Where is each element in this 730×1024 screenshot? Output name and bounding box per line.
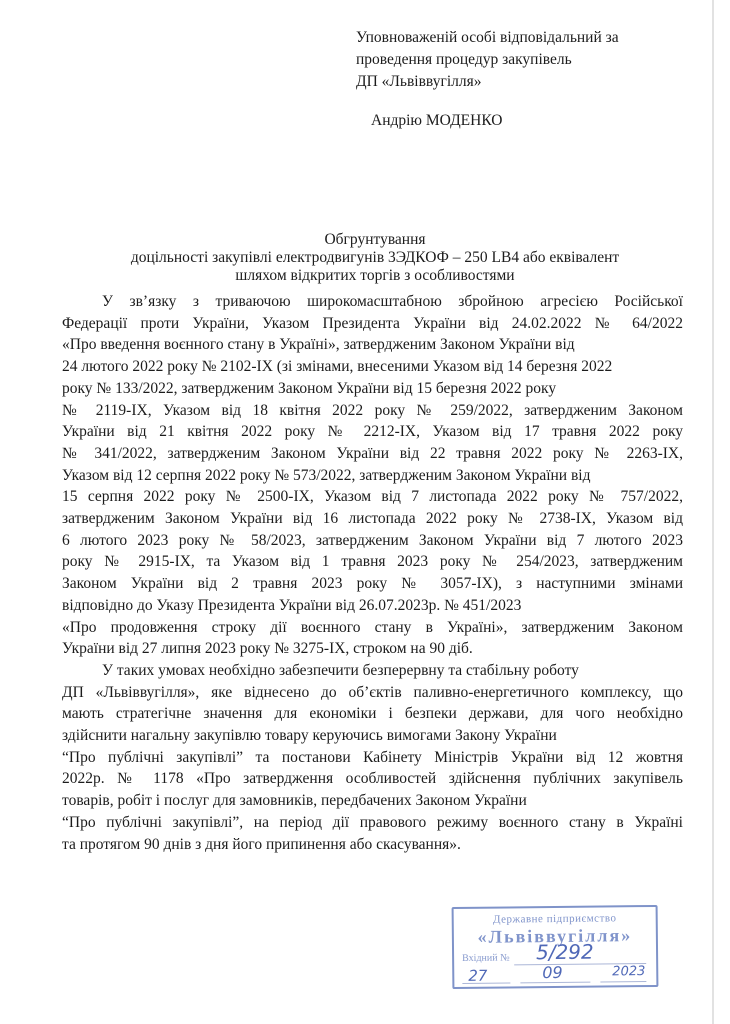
scan-edge (712, 0, 714, 1024)
title-line: шляхом відкритих торгів з особливостями (235, 267, 515, 284)
body-line: 24 лютого 2022 року № 2102-IX (зі змінами, внесеними Указом від 14 березня 2022 (62, 358, 613, 376)
body-line: України від 21 квітня 2022 року № 2212-IX, Указом від 17 травня 2022 року (62, 423, 683, 441)
body-line: мають стратегічне значення для економіки і безпеки держави, для чого необхідно (62, 705, 683, 723)
addressee-name: Андрію МОДЕНКО (371, 112, 503, 129)
body-line: № 2119-IX, Указом від 18 квітня 2022 року № 259/2022, затвердженим Законом (62, 401, 683, 419)
body-line: року № 2915-IX, та Указом від 1 травня 2023 року № 254/2023, затвердженим (62, 553, 683, 571)
incoming-registration-stamp (452, 905, 659, 989)
body-line: «Про продовження строку дії воєнного стану в Україні», затвердженим Законом (62, 618, 683, 636)
stamp-handwritten-number: 5/292 (535, 939, 594, 965)
document-title (70, 231, 680, 285)
body-line: Законом України від 2 травня 2023 року № 3057-IX), з наступними змінами (62, 575, 683, 593)
body-line: “Про публічні закупівлі” та постанови Кабінету Міністрів України від 12 жовтня (62, 748, 683, 766)
addressee-line: Уповноваженій особі відповідальний за (356, 29, 619, 46)
addressee-block (356, 27, 619, 132)
stamp-number-label: Вхідний № (462, 952, 510, 964)
body-line: У таких умовах необхідно забезпечити безперервну та стабільну роботу (102, 661, 579, 679)
body-line: 6 лютого 2023 року № 58/2023, затвердженим Законом України від 7 лютого 2023 (62, 531, 683, 549)
body-line: 15 серпня 2022 року № 2500-IX, Указом від 7 листопада 2022 року № 757/2022, (62, 488, 683, 506)
body-line: № 341/2022, затвердженим Законом України від 22 травня 2022 року № 2263-IX, (62, 444, 683, 462)
body-line: товарів, робіт і послуг для замовників, передбачених Законом України (62, 792, 527, 810)
title-line: доцільності закупівлі електродвигунів 3ЭДКОФ – 250 LB4 або еквівалент (130, 249, 620, 266)
addressee-line: ДП «Львіввугілля» (356, 73, 482, 90)
body-line: відповідно до Указу Президента України від 26.07.2023р. № 451/2023 (62, 596, 522, 614)
stamp-year-line (600, 981, 646, 982)
document-body (62, 291, 683, 855)
body-line: та протягом 90 днів з дня його припинення або скасування». (62, 835, 461, 853)
body-line: 2022р. № 1178 «Про затвердження особливостей здійснення публічних закупівель (62, 770, 683, 788)
body-line: здійснити нагальну закупівлю товару керуючись вимогами Закону України (62, 727, 557, 745)
stamp-handwritten-month: 09 (542, 962, 563, 983)
body-line: України від 27 липня 2023 року № 3275-IX, строком на 90 діб. (62, 640, 473, 658)
body-line: “Про публічні закупівлі”, на період дії правового режиму воєнного стану в Україні (62, 813, 683, 831)
body-line: У зв’язку з триваючою широкомасштабною збройною агресією Російської (102, 293, 683, 310)
stamp-organization: Державне підприємство (492, 912, 617, 926)
body-line: ДП «Львіввугілля», яке віднесено до об’єктів паливно-енергетичного комплексу, що (62, 683, 683, 701)
title-line: Обгрунтування (324, 231, 426, 248)
stamp-handwritten-year: 2023 (612, 964, 646, 980)
body-line: затвердженим Законом України від 16 листопада 2022 року № 2738-IX, Указом від (62, 510, 683, 528)
body-line: «Про введення воєнного стану в Україні», затвердженим Законом України від (62, 336, 575, 354)
stamp-handwritten-day: 27 (468, 966, 488, 985)
body-line: Указом від 12 серпня 2022 року № 573/2022, затвердженим Законом України від (62, 466, 591, 484)
body-line: Федерації проти України, Указом Президента України від 24.02.2022 № 64/2022 (62, 314, 683, 332)
body-line: року № 133/2022, затвердженим Законом України від 15 березня 2022 року (62, 379, 557, 397)
addressee-line: проведення процедур закупівель (356, 51, 572, 68)
stamp-company-name: «Львіввугілля» (477, 925, 633, 947)
